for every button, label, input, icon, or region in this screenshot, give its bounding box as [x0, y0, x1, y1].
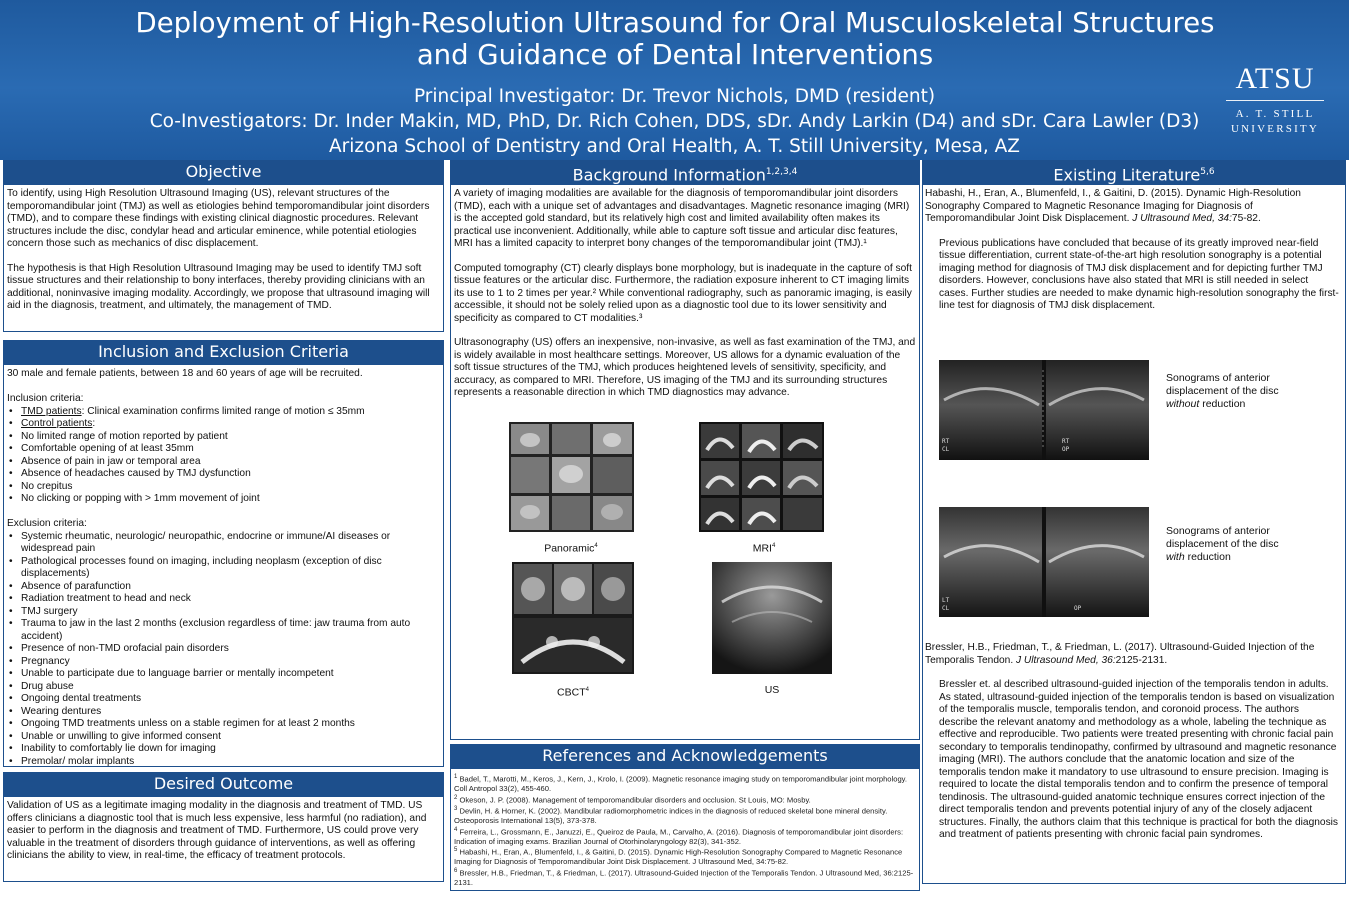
reference-item: $^3$ Devlin, H. & Horner, K. (2002). Mandibular radiomorphometric indices in the diagnosis of reduced skeletal bone mineral density. Osteoporosis International 13(5), 373-378.: [454, 805, 888, 825]
list-item: • Pregnancy: [7, 656, 440, 669]
exclusion-label: Exclusion criteria:: [7, 518, 87, 529]
control-patients-label: Control patients: [21, 418, 93, 429]
reference-item: $^4$ Ferreira, L., Grossmann, E., Januzzi, E., Queiroz de Paula, M., Carvalho, A. (2016). Diagnosis of temporomandibular joint disorders: Indication of imaging exams. Brazilian Journal of Otorhinolaryngology 82(3), 341-352.: [454, 826, 904, 846]
logo-line-1: A. T. STILL: [1235, 108, 1315, 120]
list-item: • Pathological processes found on imaging, including neoplasm (exception of disc displacements): [7, 556, 440, 581]
background-box: [450, 184, 920, 740]
literature-heading: Existing Literature$^{5,6}$: [922, 160, 1346, 184]
principal-investigator: Principal Investigator: Dr. Trevor Nichols, DMD (resident): [413, 86, 936, 107]
list-item: • Premolar/ molar implants: [7, 756, 440, 769]
imaging-figure-grid: [454, 412, 916, 712]
list-item: • Presence of non-TMD orofacial pain disorders: [7, 643, 440, 656]
list-item: • No clicking or popping with > 1mm movement of joint: [7, 493, 440, 506]
tmd-patients-text: : Clinical examination confirms limited range of motion ≤ 35mm: [81, 405, 365, 417]
sonogram-without-reduction: [939, 360, 1149, 460]
list-item: • Absence of parafunction: [7, 581, 440, 594]
reference-item: $^1$ Badel, T., Marotti, M., Keros, J., Kern, J., Krolo, I. (2009). Magnetic resonance imaging study on temporomandibular joint morphology. Coll Antropol 33(2), 455-460.: [454, 774, 908, 794]
sono-label: CL: [942, 605, 950, 612]
inclusion-label: Inclusion criteria:: [7, 393, 84, 404]
objective-box: [3, 184, 444, 332]
list-item: • Absence of headaches caused by TMJ dysfunction: [7, 468, 440, 481]
literature-summary-1: Previous publications have concluded that because of its greatly improved near-field tissue differentiation, current state-of-the-art high resolution sonography is a potential imaging method for diagnosis of TMJ disk displacement and for depicting further TMJ disorders. However, conclusions have also stated that MRI is still needed in select cases. Further studies are needed to make dynamic high-resolution sonography the first-line test for diagnosis of TMJ disk displacement.: [939, 237, 1339, 311]
sono-label: OP: [1074, 605, 1082, 612]
sonogram-with-reduction: [939, 507, 1149, 617]
sono-label: RT: [942, 438, 950, 445]
literature-reference-2: Bressler, H.B., Friedman, T., & Friedman, L. (2017). Ultrasound-Guided Injection of the Temporalis Tendon. J Ultrasound Med, 36:2125-2131.: [925, 642, 1315, 666]
references-box: [450, 768, 920, 891]
criteria-box: [3, 364, 444, 767]
list-item: • Radiation treatment to head and neck: [7, 593, 440, 606]
outcome-box: [3, 796, 444, 882]
sonogram-1-caption: Sonograms of anterior displacement of the disc without reduction: [1166, 372, 1279, 410]
outcome-text: Validation of US as a legitimate imaging modality in the diagnosis and treatment of TMD. US offers clinicians a diagnostic tool that is much less expensive, less harmful (no radiation), and easier to perform in the diagnosis and treatment of TMD. Furthermore, US could prove very valuable in the treatment of disorders through guidance of interventions, as well as offering clinicians the ability to view, in real-time, the efficacy of treatment protocols.: [7, 800, 427, 861]
list-item: • Ongoing TMD treatments unless on a stable regimen for at least 2 months: [7, 718, 440, 731]
list-item: • No crepitus: [7, 481, 440, 494]
cbct-caption: CBCT$^4$: [557, 686, 589, 698]
logo-divider: [1226, 100, 1324, 101]
logo-line-2: UNIVERSITY: [1231, 123, 1319, 135]
us-image: [712, 562, 832, 674]
literature-box: [922, 184, 1346, 884]
logo-abbr: ATSU: [1235, 62, 1315, 95]
list-item: • Ongoing dental treatments: [7, 693, 440, 706]
background-paragraph-1: A variety of imaging modalities are available for the diagnosis of temporomandibular joint disorders (TMD), each with a unique set of advantages and disadvantages. Magnetic resonance imaging (MRI) is the accepted gold standard, but its relatively high cost and limited availability often makes its practical use inconvenient. Additionally, while able to capture soft tissue and articular disc features, MRI has a limited capacity to interpret bony changes of the temporomandibular joint (TMJ).¹: [454, 188, 910, 249]
mri-image: [699, 422, 824, 532]
poster-header: [0, 0, 1349, 160]
column-left: [3, 160, 444, 882]
literature-summary-2: Bressler et. al described ultrasound-guided injection of the temporalis tendon in adults. As stated, ultrasound-guided injection of the temporalis tendon is based on visualization of the temporalis muscle, temporalis tendon, and coronoid process. The authors describe the relevant anatomy and methodology as a whole, labeling the technique as effective and reproducible. Two patients were treated presenting with chronic facial pain secondary to temporalis tendinopathy, confirmed by ultrasound and magnetic resonance imaging (MRI). The authors conclude that the anatomic location and size of the temporalis tendon make it mandatory to use ultrasound to ensure precision. Imaging is required to locate the distal temporalis tendon and to confirm the presence of temporal tendinosis. The ultrasound-guided anatomic technique ensures correct injection of the direct temporalis tendon and prevents potential injury of any of the closely adjacent structures. Finally, the authors claim that this technique is practical for both the diagnosis and treatment of patients presenting with chronic facial pain syndromes.: [939, 679, 1339, 840]
title-line-2: and Guidance of Dental Interventions: [416, 38, 934, 71]
objective-heading: Objective: [3, 160, 444, 184]
list-item: • Inability to comfortably lie down for imaging: [7, 743, 440, 756]
sono-label: CL: [942, 446, 950, 453]
cbct-image: [512, 562, 634, 674]
column-right: [922, 160, 1346, 884]
sono-label: LT: [942, 597, 950, 604]
mri-caption: MRI$^4$: [752, 542, 776, 554]
poster-title: [40, 8, 1310, 71]
reference-item: $^5$ Habashi, H., Eran, A., Blumenfeld, I., & Gaitini, D. (2015). Dynamic High-Resolution Sonography Compared to Magnetic Resonance Imaging for Diagnosis of Temporomandibular Joint Disk Displacement. J Ultrasound Med, 34:75-82.: [454, 847, 903, 867]
list-item: • Unable to participate due to language barrier or mentally incompetent: [7, 668, 440, 681]
objective-paragraph-1: To identify, using High Resolution Ultrasound Imaging (US), relevant structures of the temporomandibular joint (TMJ) as well as etiologies behind temporomandibular joint disorders (TMD), and to compare these findings with existing clinical diagnostic procedures. Relevant structures include the disc, condylar head and articular eminence, while potential etiologies concern those such as mechanics of disc displacement.: [7, 188, 430, 249]
us-caption: US: [764, 683, 780, 696]
list-item: • Drug abuse: [7, 681, 440, 694]
control-patients-text: :: [92, 418, 96, 429]
list-item: • Systemic rheumatic, neurologic/ neuropathic, endocrine or immune/AI diseases or widespread pain: [7, 531, 440, 556]
criteria-heading: Inclusion and Exclusion Criteria: [3, 340, 444, 364]
reference-item: $^6$ Bressler, H.B., Friedman, T., & Friedman, L. (2017). Ultrasound-Guided Injection of the Temporalis Tendon. J Ultrasound Med, 36:2125-2131.: [454, 868, 914, 888]
school-affiliation: Arizona School of Dentistry and Oral Health, A. T. Still University, Mesa, AZ: [329, 136, 1020, 157]
tmd-patients-label: TMD patients: [21, 405, 82, 417]
outcome-heading: Desired Outcome: [3, 772, 444, 796]
reference-item: $^2$ Okeson, J. P. (2008). Management of temporomandibular disorders and occlusion. St Louis, MO: Mosby.: [454, 794, 811, 805]
list-item: • Comfortable opening of at least 35mm: [7, 443, 440, 456]
panoramic-image: [509, 422, 634, 532]
list-item: • Absence of pain in jaw or temporal area: [7, 456, 440, 469]
inclusion-list: [7, 406, 440, 506]
sono-label: RT: [1062, 438, 1070, 445]
column-middle: [450, 160, 920, 891]
background-paragraph-2: Computed tomography (CT) clearly displays bone morphology, but is inadequate in the capture of soft tissue features or the articular disc. Furthermore, the radiation exposure inherent to CT imaging limits its use to 1 to 2 times per year.² While conventional radiography, such as panoramic imaging, is easily accessible, it should not be solely relied upon as a diagnostic tool due to its lower sensitivity and specificity as compared to CT modalities.³: [454, 262, 912, 324]
list-item: • Wearing dentures: [7, 706, 440, 719]
panoramic-caption: Panoramic$^4$: [544, 542, 598, 554]
objective-paragraph-2: The hypothesis is that High Resolution Ultrasound Imaging may be used to identify TMJ soft tissue structures and their relationship to bony interfaces, thereby providing clinicians with an additional, noninvasive imaging modality. Accordingly, we propose that ultrasound imaging will aid in the diagnosis, treatment, and ultimately, the management of TMD.: [7, 262, 430, 311]
background-paragraph-3: Ultrasonography (US) offers an inexpensive, non-invasive, as well as fast examination of the TMJ, and is widely available in most healthcare settings. Moreover, US allows for a dynamic evaluation of the soft tissue structures of the TMJ, which produces heightened levels of sensitivity, specificity, and accuracy, as compared to MRI. Therefore, US imaging of the TMJ and its surrounding structures represents a reasonable direction in which TMD diagnostics may advance.: [454, 337, 916, 398]
references-heading: References and Acknowledgements: [450, 744, 920, 768]
atsu-logo: [1215, 62, 1335, 144]
list-item: [7, 406, 440, 419]
list-item: • Unable or unwilling to give informed consent: [7, 731, 440, 744]
list-item: • Trauma to jaw in the last 2 months (exclusion regardless of time: jaw trauma from auto accident): [7, 618, 440, 643]
sonogram-2-caption: Sonograms of anterior displacement of the disc with reduction: [1166, 525, 1279, 563]
sono-label: OP: [1062, 446, 1070, 453]
exclusion-list: [7, 531, 440, 769]
title-line-1: Deployment of High-Resolution Ultrasound for Oral Musculoskeletal Structures: [135, 7, 1215, 39]
literature-reference-1: Habashi, H., Eran, A., Blumenfeld, I., & Gaitini, D. (2015). Dynamic High-Resolution Sonography Compared to Magnetic Resonance Imaging for Diagnosis of Temporomandibular Joint Disk Displacement. J Ultrasound Med, 34:75-82.: [925, 188, 1301, 224]
background-heading: Background Information$^{1,2,3,4}$: [450, 160, 920, 184]
list-item: • TMJ surgery: [7, 606, 440, 619]
list-item: [7, 418, 440, 431]
list-item: • No limited range of motion reported by patient: [7, 431, 440, 444]
criteria-intro: 30 male and female patients, between 18 and 60 years of age will be recruited.: [7, 368, 363, 379]
co-investigators: Co-Investigators: Dr. Inder Makin, MD, PhD, Dr. Rich Cohen, DDS, sDr. Andy Larkin (D4) and sDr. Cara Lawler (D3): [149, 111, 1200, 132]
